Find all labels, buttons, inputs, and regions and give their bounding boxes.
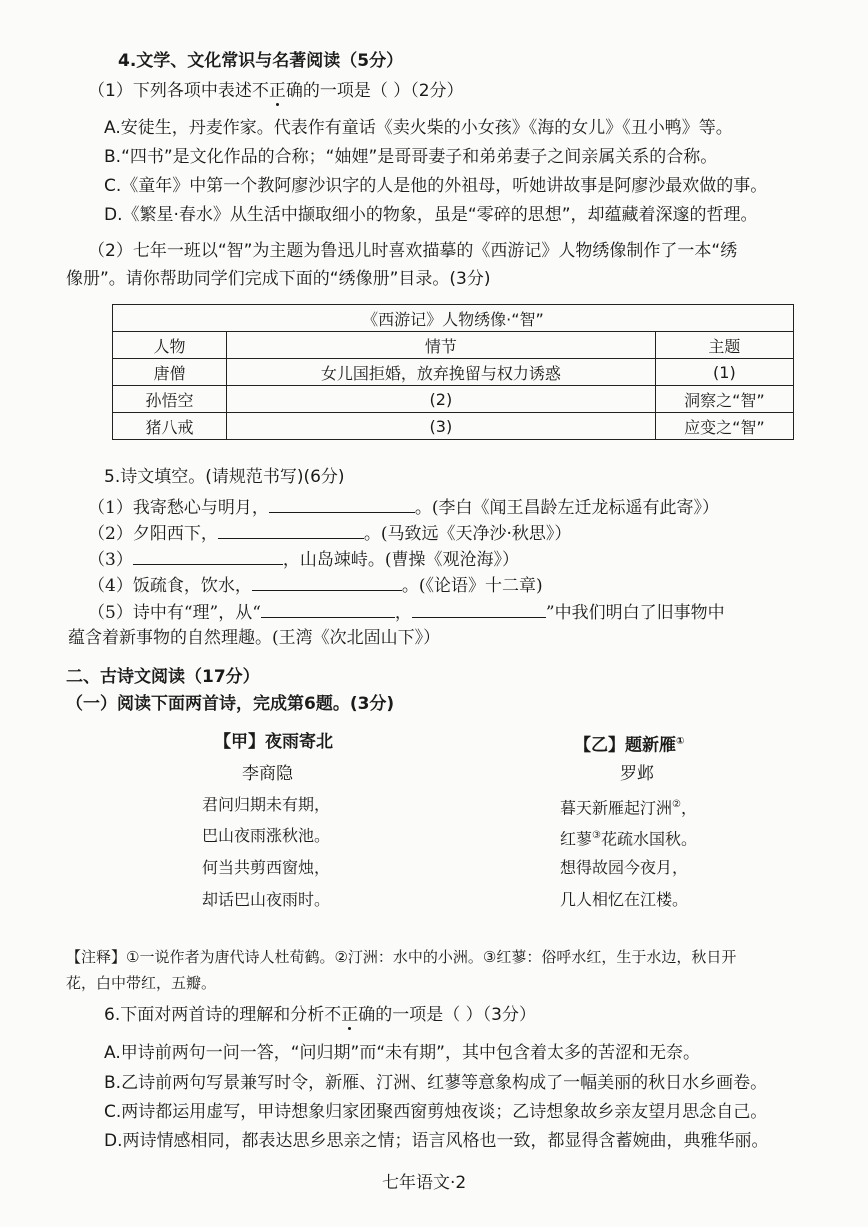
poem-b-line: 暮天新雁起汀洲②， (560, 798, 697, 818)
table-cell: 孙悟空 (113, 386, 227, 413)
poem-b-line: 想得故园今夜月， (560, 858, 689, 877)
table-row (113, 386, 794, 413)
q1-option-c: C.《童年》中第一个教阿廖沙识字的人是他的外祖母，听她讲故事是阿廖沙最欢做的事。 (104, 176, 768, 196)
poem-b-line: 红蓼③花疏水国秋。 (560, 829, 697, 849)
embroidery-table (112, 304, 794, 440)
q6-option-d: D.两诗情感相同，都表达思乡思亲之情；语言风格也一致，都显得含蓄婉曲，典雅华丽。 (104, 1131, 769, 1151)
poem-b-title: 【乙】题新雁① (574, 735, 685, 756)
poem-b-line: 几人相忆在江楼。 (560, 890, 689, 909)
poem-a-author: 李商隐 (242, 764, 293, 784)
emphasis-not-correct: 不正确 (251, 81, 303, 101)
fill-item-2: （2）夕阳西下， 。(马致远《天净沙·秋思》） (88, 524, 572, 544)
poem-b-author: 罗邺 (620, 764, 654, 784)
part2-sub1: （一）阅读下面两首诗，完成第6题。(3分) (66, 694, 395, 714)
answer-blank[interactable] (412, 601, 546, 618)
q1-stem: （1）下列各项中表述不正确的一项是（ ）（2分） (88, 81, 464, 101)
q1-option-d: D.《繁星·春水》从生活中撷取细小的物象，虽是“零碎的思想”，却蕴藏着深邃的哲理。 (104, 205, 758, 225)
poem-a-title: 【甲】夜雨寄北 (214, 732, 333, 752)
q1-option-a: A.安徒生，丹麦作家。代表作有童话《卖火柴的小女孩》《海的女儿》《丑小鸭》等。 (104, 118, 733, 138)
page-footer: 七年语文·2 (382, 1173, 467, 1193)
q1-option-b: B.“四书”是文化作品的合称；“妯娌”是哥哥妻子和弟弟妻子之间亲属关系的合称。 (104, 147, 718, 167)
answer-blank[interactable] (269, 496, 415, 513)
notes-line2: 花，白中带红，五瓣。 (66, 974, 217, 992)
answer-blank[interactable] (218, 522, 364, 539)
poem-a-line: 巴山夜雨涨秋池。 (202, 826, 331, 845)
table-cell: 女儿国拒婚，放弃挽留与权力诱惑 (227, 359, 656, 386)
q6-option-a: A.甲诗前两句一问一答，“问归期”而“未有期”，其中包含着太多的苦涩和无奈。 (104, 1043, 700, 1063)
poem-a-line: 何当共剪西窗烛， (202, 858, 331, 877)
table-title: 《西游记》人物绣像·“智” (113, 305, 794, 332)
table-cell: (3) (227, 413, 656, 440)
q6-option-c: C.两诗都运用虚写，甲诗想象归家团聚西窗剪烛夜谈；乙诗想象故乡亲友望月思念自己。 (104, 1102, 768, 1122)
fill-item-1: （1）我寄愁心与明月， 。(李白《闻王昌龄左迁龙标遥有此寄》） (88, 498, 719, 518)
poem-a-line: 却话巴山夜雨时。 (202, 890, 331, 909)
q2-line1: （2）七年一班以“智”为主题为鲁迅儿时喜欢描摹的《西游记》人物绣像制作了一本“绣 (88, 241, 738, 261)
q6-stem: 6.下面对两首诗的理解和分析不正确的一项是（ ）（3分） (104, 1005, 536, 1025)
table-cell: 唐僧 (113, 359, 227, 386)
table-row (113, 413, 794, 440)
table-row (113, 359, 794, 386)
fill-item-5-line2: 蕴含着新事物的自然理趣。(王湾《次北固山下》） (68, 628, 441, 648)
table-header-row (113, 332, 794, 359)
table-cell: 应变之“智” (655, 413, 793, 440)
section4-title: 4.文学、文化常识与名著阅读（5分） (118, 51, 404, 71)
emphasis-not-correct: 不正确 (324, 1005, 376, 1025)
table-header: 情节 (227, 332, 656, 359)
table-header: 人物 (113, 332, 227, 359)
fill-item-4: （4）饭疏食，饮水， 。(《论语》十二章) (88, 576, 543, 596)
answer-blank[interactable] (252, 574, 402, 591)
section5-title: 5.诗文填空。(请规范书写)(6分) (104, 467, 345, 487)
fill-item-3: （3） ，山岛竦峙。(曹操《观沧海》） (88, 550, 519, 570)
answer-blank[interactable] (133, 548, 283, 565)
table-cell: (2) (227, 386, 656, 413)
fill-item-5: （5）诗中有“理”，从“ ， ”中我们明白了旧事物中 (88, 603, 725, 623)
table-cell: 洞察之“智” (655, 386, 793, 413)
poem-a-line: 君问归期未有期， (202, 795, 331, 814)
part2-title: 二、古诗文阅读（17分） (66, 667, 260, 687)
table-cell: 猪八戒 (113, 413, 227, 440)
notes-line1: 【注释】①一说作者为唐代诗人杜荀鹤。②汀洲：水中的小洲。③红蓼：俗呼水红，生于水边，秋日开 (66, 948, 737, 966)
table-cell: (1) (655, 359, 793, 386)
q6-option-b: B.乙诗前两句写景兼写时令，新雁、汀洲、红蓼等意象构成了一幅美丽的秋日水乡画卷。 (104, 1073, 768, 1093)
q2-line2: 像册”。请你帮助同学们完成下面的“绣像册”目录。(3分) (66, 269, 491, 289)
table-header: 主题 (655, 332, 793, 359)
answer-blank[interactable] (261, 601, 395, 618)
